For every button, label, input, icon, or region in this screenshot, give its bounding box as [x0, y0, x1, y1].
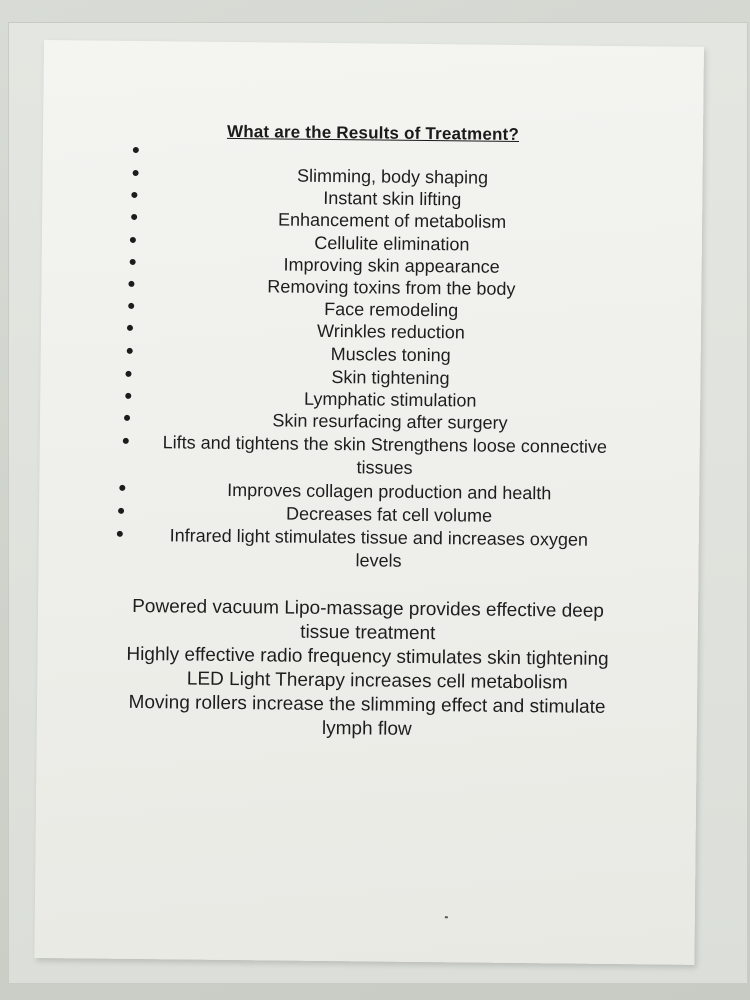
list-item: Skin resurfacing after surgery: [272, 410, 508, 433]
bullet-dot: [128, 303, 134, 309]
bullet-dot: [133, 170, 139, 176]
bullet-dot: [119, 485, 125, 491]
bullet-dot: [124, 415, 130, 421]
list-item: Improving skin appearance: [283, 254, 500, 277]
list-item: Lifts and tightens the skin Strengthens loose connective tissues: [162, 432, 608, 478]
bullet-dot: [125, 371, 131, 377]
bullet-dot: [127, 348, 133, 354]
bullet-dot: [117, 531, 123, 537]
bullet-dot: [128, 281, 134, 287]
bullet-dot: [125, 393, 131, 399]
list-item: Wrinkles reduction: [316, 320, 465, 343]
list-item: Instant skin lifting: [323, 187, 462, 210]
paragraph: Moving rollers increase the slimming effect and stimulate lymph flow: [128, 691, 606, 740]
paper-speck: [445, 916, 448, 918]
list-item: Lymphatic stimulation: [303, 388, 477, 411]
bullet-list: [34, 40, 704, 965]
list-item: Infrared light stimulates tissue and increases oxygen levels: [169, 525, 589, 571]
list-item: Enhancement of metabolism: [277, 209, 507, 232]
bullet-dot: [133, 147, 139, 153]
paragraph: LED Light Therapy increases cell metabolism: [186, 668, 568, 694]
list-item: Slimming, body shaping: [296, 165, 489, 188]
bullet-dot: [127, 325, 133, 331]
bullet-dot: [131, 214, 137, 220]
list-item: Decreases fat cell volume: [285, 503, 493, 526]
document-title: What are the Results of Treatment?: [226, 121, 520, 144]
bullet-dot: [118, 508, 124, 514]
bullet-dot: [123, 438, 129, 444]
bullet-dot: [130, 237, 136, 243]
bullet-dot: [130, 259, 136, 265]
list-item: Removing toxins from the body: [267, 276, 516, 299]
list-item: Cellulite elimination: [314, 232, 470, 255]
list-item: Skin tightening: [331, 367, 450, 389]
list-item: Face remodeling: [324, 298, 459, 321]
list-item: Muscles toning: [330, 344, 451, 366]
paragraph: Powered vacuum Lipo-massage provides effective deep tissue treatment: [132, 595, 605, 645]
list-item: Improves collagen production and health: [227, 479, 552, 504]
bullet-dot: [131, 192, 137, 198]
paragraph: Highly effective radio frequency stimulates skin tightening: [126, 643, 609, 670]
list-item: [143, 140, 643, 145]
document-page: [34, 40, 704, 965]
